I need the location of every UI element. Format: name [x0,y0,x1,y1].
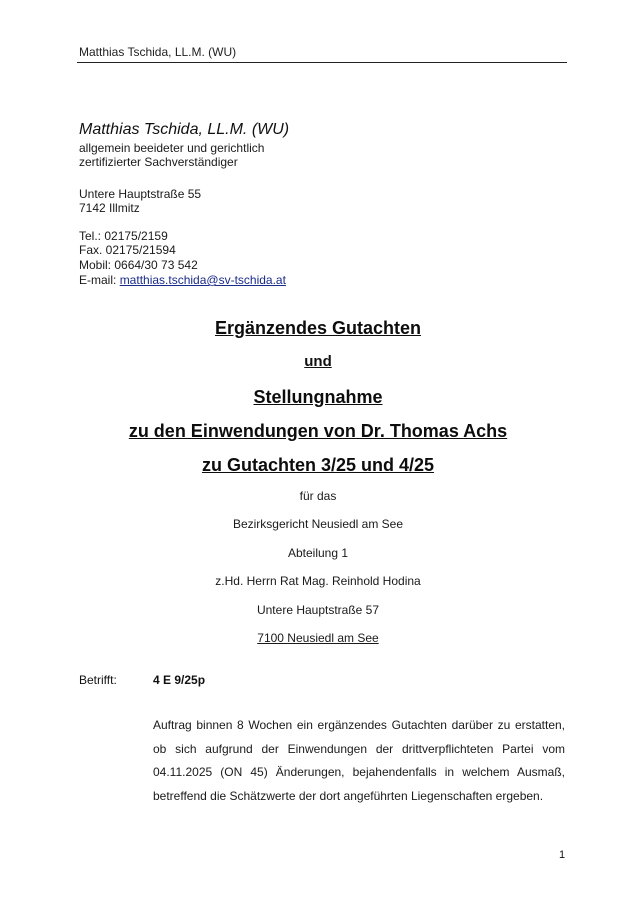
betrifft-value: 4 E 9/25p [153,673,206,687]
title-line-2: und [304,353,332,370]
title-line-4: zu den Einwendungen von Dr. Thomas Achs [128,421,508,441]
title-line-1: Ergänzendes Gutachten [214,318,422,338]
recipient-court: Bezirksgericht Neusiedl am See [232,517,404,531]
recipient-attn: z.Hd. Herrn Rat Mag. Reinhold Hodina [215,574,421,588]
sender-role-line2: zertifizierter Sachverständiger [79,155,238,169]
recipient-city-text: 7100 Neusiedl am See [257,631,379,645]
recipient-dept: Abteilung 1 [287,546,349,560]
sender-city: 7142 Illmitz [79,201,140,215]
sender-fax: Fax. 02175/21594 [79,243,176,257]
sender-role-line1: allgemein beeideter und gerichtlich [79,141,265,155]
running-header: Matthias Tschida, LL.M. (WU) [79,45,237,59]
title-line-5: zu Gutachten 3/25 und 4/25 [201,455,435,475]
title-line-3: Stellungnahme [253,387,383,407]
header-rule [77,62,567,63]
betrifft-label: Betrifft: [79,673,117,687]
body-paragraph: Auftrag binnen 8 Wochen ein ergänzendes Gutachten darüber zu erstatten, ob sich aufgrund der Einwendungen der drittverpflichteten Partei vom 04.11.2025 (ON 45) Änderungen, bejahendenfalls in welchem Ausmaß, betreffend die Schätzwerte der dort angeführten Liegenschaften ergeben. [153,718,565,803]
sender-tel: Tel.: 02175/2159 [79,229,168,243]
email-label: E-mail: [79,273,117,287]
sender-mobil: Mobil: 0664/30 73 542 [79,258,198,272]
recipient-for: für das [299,489,337,503]
recipient-street: Untere Hauptstraße 57 [256,603,380,617]
sender-email-row [79,273,286,287]
recipient-city [0,631,636,645]
sender-name: Matthias Tschida, LL.M. (WU) [79,121,290,138]
page-number: 1 [559,849,566,861]
email-link[interactable]: matthias.tschida@sv-tschida.at [119,273,286,287]
sender-street: Untere Hauptstraße 55 [79,187,202,201]
